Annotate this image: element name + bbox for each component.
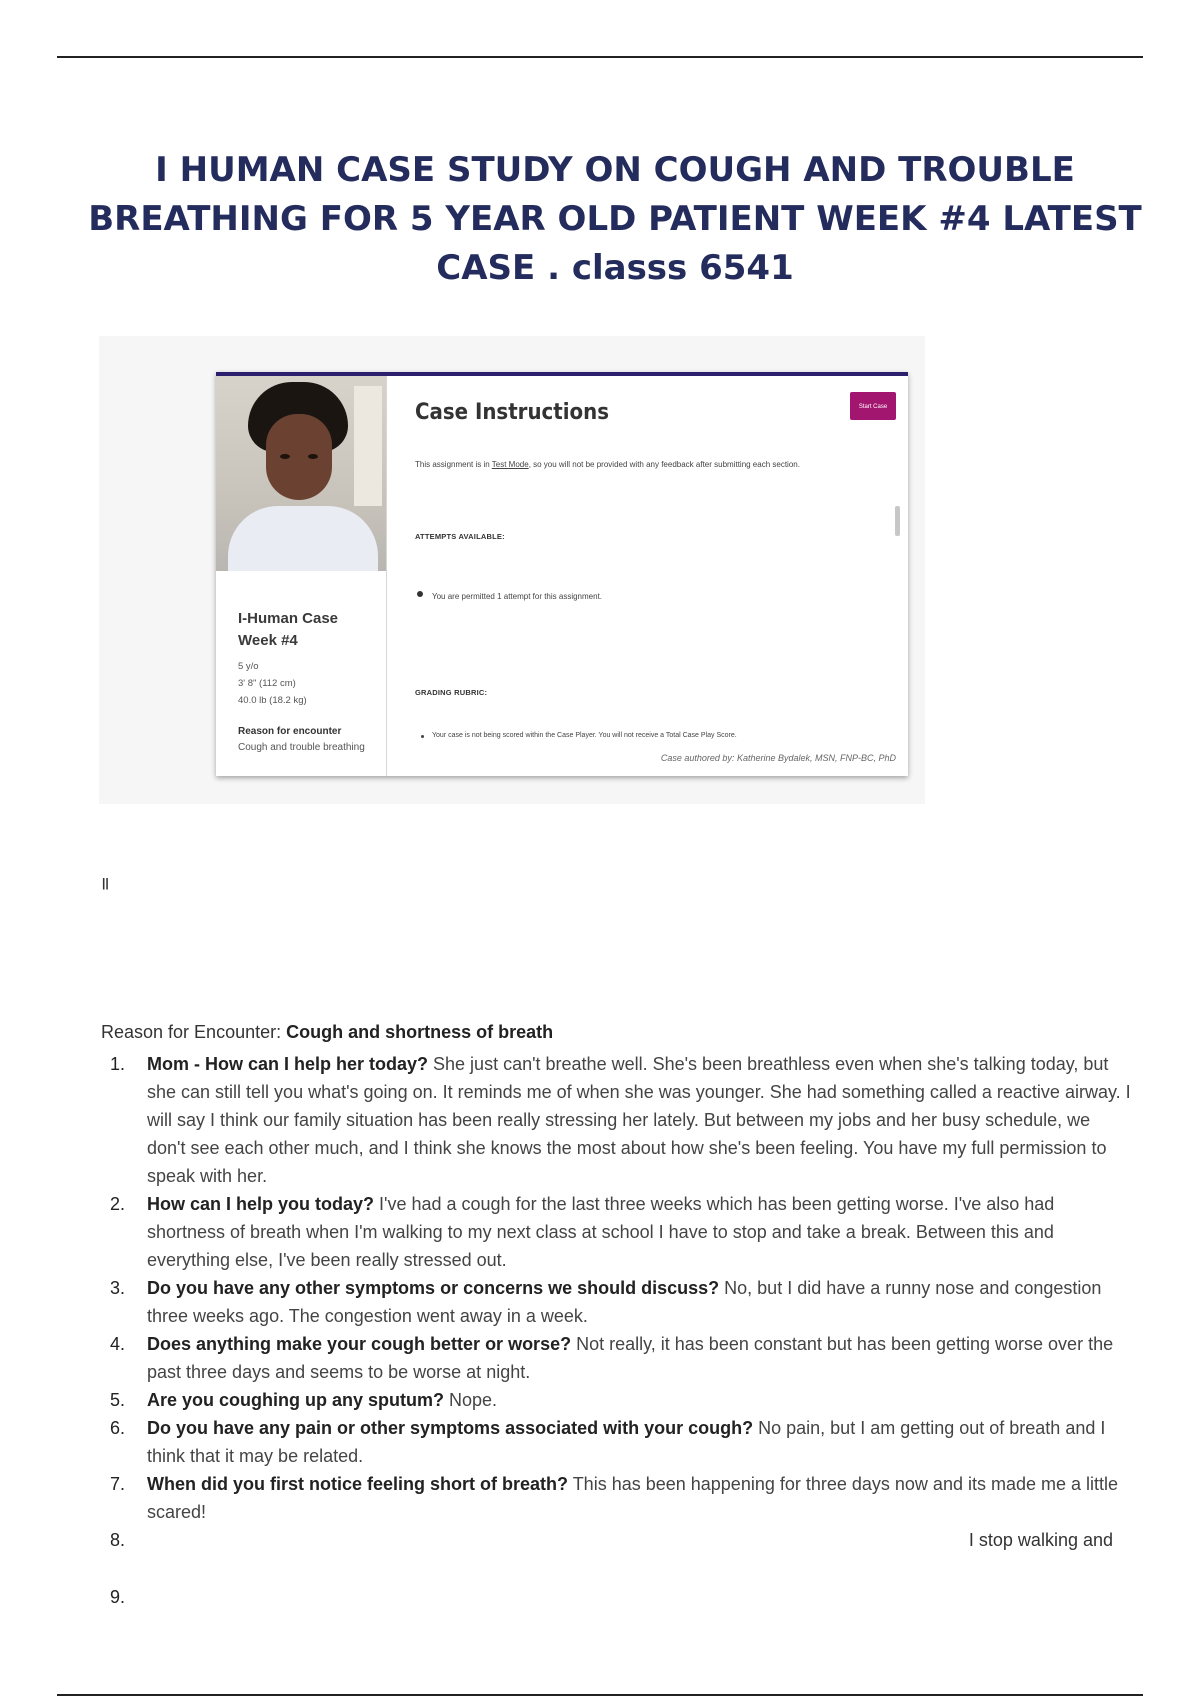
- list-item: 5. Are you coughing up any sputum? Nope.: [110, 1390, 498, 1410]
- list-item: 8. I stop walking and: [110, 1530, 1113, 1550]
- patient-avatar: [216, 376, 386, 571]
- instructions-panel: [387, 376, 908, 776]
- grading-heading: GRADING RUBRIC:: [415, 688, 488, 697]
- bottom-rule: [57, 1694, 1143, 1696]
- patient-age: 5 y/o: [238, 661, 259, 672]
- list-item: 7. When did you first notice feeling short of breath? This has been happening for three days now and its made me a little scared!: [110, 1474, 1119, 1522]
- start-case-button[interactable]: Start Case: [850, 392, 896, 420]
- patient-weight: 40.0 lb (18.2 kg): [238, 695, 307, 706]
- document-title: I HUMAN CASE STUDY ON COUGH AND TROUBLE BREATHING FOR 5 YEAR OLD PATIENT WEEK #4 LATEST CASE . classs 6541: [88, 150, 1142, 288]
- patient-vitals: [238, 658, 307, 709]
- instructions-scrollbar[interactable]: [895, 506, 900, 536]
- attempts-heading: ATTEMPTS AVAILABLE:: [415, 532, 505, 541]
- case-author: Case authored by: Katherine Bydalek, MSN, FNP-BC, PhD: [660, 753, 896, 763]
- list-item: 6. Do you have any pain or other symptoms associated with your cough? No pain, but I am getting out of breath and I think that it may be related.: [110, 1418, 1106, 1466]
- bullet-icon: [417, 591, 423, 597]
- case-card: [216, 372, 908, 776]
- list-item: 3. Do you have any other symptoms or concerns we should discuss? No, but I did have a runny nose and congestion three weeks ago. The congestion went away in a week.: [110, 1278, 1102, 1326]
- encounter-reason-label: Reason for encounter: [238, 726, 342, 737]
- top-rule: [57, 56, 1143, 58]
- patient-panel: [216, 376, 387, 776]
- list-item: 1. Mom - How can I help her today? She just can't breathe well. She's been breathless even when she's talking today, but she can still tell you what's going on. It reminds me of when she was younger. She had something called a reactive airway. I will say I think our family situation has been really stressing her lately. But between my jobs and her busy schedule, we don't see each other much, and I think she knows the most about how she's been feeling. You have my full permission to speak with her.: [110, 1054, 1131, 1186]
- reason-for-encounter: Reason for Encounter: Cough and shortness of breath: [101, 1022, 554, 1042]
- test-mode-link[interactable]: Test Mode: [491, 460, 529, 469]
- stray-mark: ||: [102, 876, 109, 890]
- grading-item: Your case is not being scored within the Case Player. You will not receive a Total Case Play Score.: [432, 732, 737, 739]
- qa-list: 1. Mom - How can I help her today? She just can't breathe well. She's been breathless even when she's talking today, but she can still tell you what's going on. It reminds me of when she was younger. She had something called a reactive airway. I will say I think our family situation has been really stressing her lately. But between my jobs and her busy schedule, we don't see each other much, and I think she knows the most about how she's been feeling. You have my full permission to speak with her. 2. How can I help you today? I've had a cough for the last three weeks which has been getting worse. I've also had shortness of breath when I'm walking to my next class at school I have to stop and take a break. Between this and everything else, I've been really stressed out. 3. Do you have any other symptoms or concerns we should discuss? No, but I did have a runny nose and congestion three weeks ago. The congestion went away in a week. 4. Does anything make your cough better or worse? Not really, it has been constant but has been getting worse over the past three days and seems to be worse at night. 5. Are you coughing up any sputum? Nope. 6. Do you have any pain or other symptoms associated with your cough? No pain, but I am getting out of breath and I think that it may be related. 7. When did you first notice feeling short of breath? This has been happening for three days now and its made me a little scared! 8. I stop walking and 9.: [101, 1050, 1131, 1583]
- case-name: I-Human Case Week #4: [238, 610, 339, 649]
- mode-notice: This assignment is in Test Mode, so you will not be provided with any feedback after submitting each section.: [415, 460, 800, 469]
- patient-height: 3' 8" (112 cm): [238, 678, 296, 689]
- bullet-icon: [421, 735, 424, 738]
- list-item: 2. How can I help you today? I've had a cough for the last three weeks which has been getting worse. I've also had shortness of breath when I'm walking to my next class at school I have to stop and take a break. Between this and everything else, I've been really stressed out.: [110, 1194, 1055, 1270]
- attempts-item: You are permitted 1 attempt for this assignment.: [432, 592, 602, 601]
- instructions-title: Case Instructions: [415, 400, 609, 425]
- list-item: 4. Does anything make your cough better or worse? Not really, it has been constant but has been getting worse over the past three days and seems to be worse at night.: [110, 1334, 1114, 1382]
- encounter-reason-value: Cough and trouble breathing: [238, 742, 365, 753]
